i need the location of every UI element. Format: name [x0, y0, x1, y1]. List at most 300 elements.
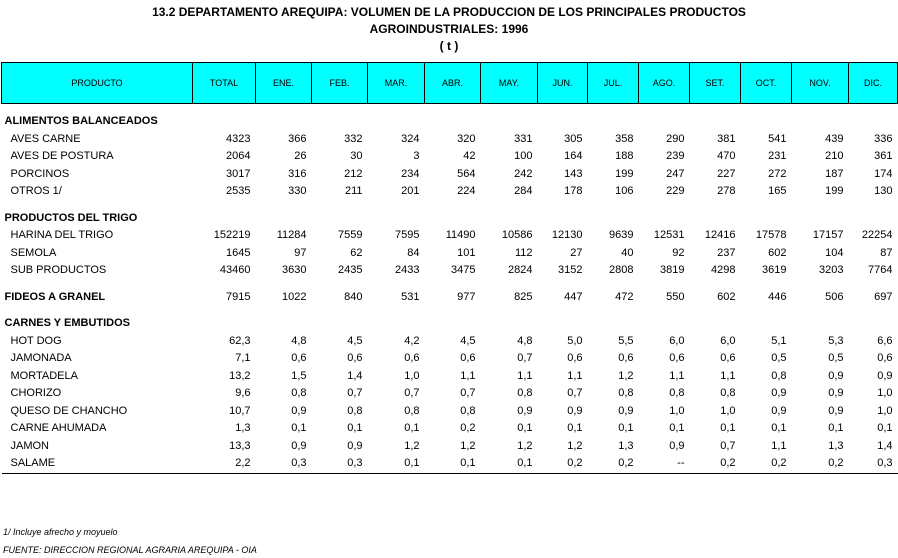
table-cell	[312, 315, 368, 333]
table-cell: 1,0	[404, 369, 420, 382]
table-cell: 1,2	[404, 439, 420, 452]
table-cell: 1,0	[669, 404, 685, 417]
column-header: OCT.	[741, 63, 792, 104]
table-cell: 10586	[501, 229, 533, 241]
table-cell	[741, 210, 792, 228]
table-cell	[481, 113, 538, 131]
table-cell: 174	[874, 167, 893, 180]
table-cell	[481, 210, 538, 228]
table-cell: 0,1	[618, 422, 634, 434]
table-cell: 0,6	[877, 352, 893, 364]
table-cell	[538, 113, 588, 131]
table-cell: 5,1	[771, 334, 787, 347]
table-cell: 11490	[445, 229, 476, 241]
table-cell: 0,6	[404, 352, 420, 364]
table-cell: 201	[401, 185, 420, 197]
column-header: ENE.	[256, 63, 312, 104]
table-cell: 27	[570, 246, 583, 259]
table-cell: 210	[825, 150, 844, 162]
table-cell: 26	[294, 150, 307, 162]
table-cell: 0,6	[669, 352, 685, 364]
table-cell: 1,4	[347, 369, 363, 382]
table-cell: 42	[463, 150, 476, 162]
table-cell: 7,1	[235, 352, 251, 364]
table-cell: 11284	[276, 229, 307, 241]
table-cell	[193, 113, 256, 131]
table-cell: 0,1	[517, 422, 533, 434]
table-cell: 2433	[395, 264, 420, 276]
table-cell: 0,9	[771, 387, 787, 399]
table-cell: 6,0	[669, 334, 685, 347]
table-cell	[312, 210, 368, 228]
table-cell: 224	[457, 185, 476, 197]
table-cell: 17157	[812, 229, 844, 241]
column-header: ABR.	[425, 63, 481, 104]
table-cell: 13,3	[229, 439, 251, 452]
table-cell: 231	[768, 150, 787, 162]
table-cell: 0,1	[828, 422, 844, 434]
table-row	[2, 368, 898, 386]
table-cell	[425, 113, 481, 131]
table-cell: 330	[288, 185, 307, 197]
table-cell: 0,9	[877, 369, 893, 382]
table-cell: 92	[672, 246, 685, 259]
table-cell: 331	[514, 132, 533, 145]
source-note: FUENTE: DIRECCION REGIONAL AGRARIA AREQUIPA - OIA	[3, 545, 257, 555]
table-row	[2, 183, 898, 201]
table-cell	[256, 113, 312, 131]
table-cell: 0,1	[291, 422, 307, 434]
table-cell: 199	[825, 185, 844, 197]
table-cell: 1,2	[567, 439, 583, 452]
table-cell: 188	[615, 150, 634, 162]
table-cell: 0,8	[404, 404, 420, 417]
section-row	[2, 289, 898, 307]
table-cell	[538, 210, 588, 228]
table-cell: 0,8	[669, 387, 685, 399]
table-cell: 165	[768, 185, 787, 197]
row-label: CARNE AHUMADA	[10, 422, 107, 434]
table-cell: 3630	[282, 264, 307, 276]
row-label: SALAME	[2, 455, 193, 473]
table-row	[2, 350, 898, 368]
table-cell: 0,2	[741, 455, 792, 473]
table-cell: 106	[615, 185, 634, 197]
spacer-cell	[2, 201, 898, 210]
column-header: NOV.	[792, 63, 849, 104]
table-cell: 2824	[508, 264, 533, 276]
table-cell: 0,8	[347, 404, 363, 417]
table-cell: 0,3	[849, 455, 898, 473]
table-cell: 0,1	[481, 455, 538, 473]
table-cell: 602	[717, 290, 736, 303]
table-cell: 12416	[704, 229, 736, 241]
table-cell: 187	[825, 167, 844, 180]
table-cell: 12531	[653, 229, 685, 241]
table-cell: 7915	[226, 290, 251, 303]
table-cell: 0,9	[771, 404, 787, 417]
table-cell	[792, 113, 849, 131]
table-cell	[690, 113, 741, 131]
table-cell: 0,9	[517, 404, 533, 417]
table-cell: 6,6	[877, 334, 893, 347]
table-cell: 1,1	[517, 369, 533, 382]
table-cell: 2808	[609, 264, 634, 276]
table-cell	[425, 210, 481, 228]
table-cell: 178	[564, 185, 583, 197]
table-cell: 130	[874, 185, 893, 197]
table-cell: 3475	[451, 264, 476, 276]
table-cell: 0,9	[669, 439, 685, 452]
table-cell	[588, 210, 639, 228]
table-cell: 3152	[558, 264, 583, 276]
table-row	[2, 166, 898, 184]
table-cell: 2,2	[193, 455, 256, 473]
table-cell: 358	[615, 132, 634, 145]
table-cell: 472	[615, 290, 634, 303]
table-cell: 1,1	[720, 369, 736, 382]
table-cell: 0,5	[828, 352, 844, 364]
table-row	[2, 131, 898, 149]
row-label: QUESO DE CHANCHO	[10, 404, 128, 417]
table-cell	[639, 315, 690, 333]
table-cell: 0,8	[517, 387, 533, 399]
spacer-cell	[2, 280, 898, 289]
table-cell: 0,2	[538, 455, 588, 473]
section-label: CARNES Y EMBUTIDOS	[4, 317, 131, 329]
table-cell	[639, 210, 690, 228]
table-cell: 1,1	[460, 369, 476, 382]
table-cell	[690, 210, 741, 228]
table-cell	[849, 315, 898, 333]
table-cell: 316	[288, 167, 307, 180]
table-cell: 97	[294, 246, 307, 259]
column-header: JUN.	[538, 63, 588, 104]
table-row	[2, 403, 898, 421]
table-cell: 1,3	[235, 422, 251, 434]
row-label: AVES DE POSTURA	[10, 150, 114, 162]
spacer-cell	[2, 104, 898, 114]
table-cell: 112	[514, 246, 533, 259]
table-cell: 602	[768, 246, 787, 259]
table-cell: 247	[666, 167, 685, 180]
table-cell: 229	[666, 185, 685, 197]
table-cell: 0,9	[347, 439, 363, 452]
table-cell	[741, 113, 792, 131]
table-cell: 2535	[226, 185, 251, 197]
table-cell: 87	[880, 246, 893, 259]
production-table	[1, 62, 898, 474]
section-row	[2, 315, 898, 333]
table-cell: 30	[350, 150, 363, 162]
table-cell: 0,7	[720, 439, 736, 452]
table-cell: 447	[564, 290, 583, 303]
row-label: HOT DOG	[10, 334, 62, 347]
table-body	[2, 104, 898, 474]
table-cell: 143	[564, 167, 583, 180]
table-cell: 332	[344, 132, 363, 145]
table-cell: 3	[413, 150, 420, 162]
table-cell: 0,9	[828, 404, 844, 417]
table-cell	[849, 210, 898, 228]
table-cell: 278	[717, 185, 736, 197]
table-cell: 1,3	[618, 439, 634, 452]
column-header: FEB.	[312, 63, 368, 104]
table-cell: 0,1	[425, 455, 481, 473]
table-cell: 84	[407, 246, 420, 259]
table-cell: 0,8	[771, 369, 787, 382]
table-cell: 104	[825, 246, 844, 259]
table-cell: 0,3	[256, 455, 312, 473]
table-cell: 541	[768, 132, 787, 145]
table-cell	[256, 210, 312, 228]
table-cell: --	[639, 455, 690, 473]
table-cell: 234	[401, 167, 420, 180]
table-cell: 4,8	[291, 334, 307, 347]
table-cell: 1,0	[877, 404, 893, 417]
table-cell: 7764	[868, 264, 893, 276]
row-label: JAMONADA	[10, 352, 72, 364]
table-cell	[368, 315, 425, 333]
spacer-cell	[2, 306, 898, 315]
table-cell: 10,7	[229, 404, 251, 417]
table-cell: 470	[717, 150, 736, 162]
table-cell: 0,6	[347, 352, 363, 364]
table-cell: 0,1	[567, 422, 583, 434]
table-cell: 4298	[711, 264, 736, 276]
table-cell: 164	[564, 150, 583, 162]
table-cell: 3819	[660, 264, 685, 276]
table-cell: 0,1	[877, 422, 893, 434]
row-label: HARINA DEL TRIGO	[10, 229, 114, 241]
table-cell	[193, 315, 256, 333]
table-cell: 40	[621, 246, 634, 259]
table-cell: 2435	[338, 264, 363, 276]
table-cell: 100	[514, 150, 533, 162]
column-header: JUL.	[588, 63, 639, 104]
table-cell: 9,6	[235, 387, 251, 399]
table-cell: 0,6	[460, 352, 476, 364]
table-cell	[792, 315, 849, 333]
row-label: SEMOLA	[10, 246, 57, 259]
section-row	[2, 210, 898, 228]
table-row	[2, 385, 898, 403]
table-cell: 5,5	[618, 334, 634, 347]
table-cell: 0,9	[618, 404, 634, 417]
table-cell: 22254	[861, 229, 893, 241]
table-cell: 7559	[338, 229, 363, 241]
table-cell: 0,1	[771, 422, 787, 434]
section-row	[2, 113, 898, 131]
section-label: ALIMENTOS BALANCEADOS	[4, 115, 158, 127]
table-cell: 506	[825, 290, 844, 303]
table-cell: 1,0	[720, 404, 736, 417]
table-cell: 1,1	[771, 439, 787, 452]
table-cell: 4,5	[460, 334, 476, 347]
table-cell: 242	[514, 167, 533, 180]
table-cell: 0,8	[460, 404, 476, 417]
table-cell: 1,5	[291, 369, 307, 382]
table-cell: 0,8	[618, 387, 634, 399]
table-cell: 43460	[219, 264, 251, 276]
table-cell: 6,0	[720, 334, 736, 347]
table-cell: 0,1	[720, 422, 736, 434]
row-label: CHORIZO	[10, 387, 62, 399]
table-cell: 4,5	[347, 334, 363, 347]
column-header: MAR.	[368, 63, 425, 104]
row-label: AVES CARNE	[10, 132, 81, 145]
column-header: TOTAL	[193, 63, 256, 104]
table-cell: 531	[401, 290, 420, 303]
table-header-row	[2, 63, 898, 104]
table-cell	[538, 315, 588, 333]
table-cell	[690, 315, 741, 333]
table-cell: 227	[717, 167, 736, 180]
table-row	[2, 227, 898, 245]
column-header: DIC.	[849, 63, 898, 104]
table-cell: 13,2	[229, 369, 251, 382]
table-cell: 12130	[551, 229, 583, 241]
table-cell: 0,6	[720, 352, 736, 364]
table-cell: 0,3	[312, 455, 368, 473]
table-cell: 290	[666, 132, 685, 145]
table-cell	[588, 315, 639, 333]
table-cell: 4323	[226, 132, 251, 145]
table-cell: 0,9	[828, 369, 844, 382]
column-header: MAY.	[481, 63, 538, 104]
table-cell: 62	[350, 246, 363, 259]
table-cell: 272	[768, 167, 787, 180]
table-cell: 0,2	[588, 455, 639, 473]
table-cell	[193, 210, 256, 228]
table-cell: 5,0	[567, 334, 583, 347]
table-cell: 0,9	[291, 439, 307, 452]
table-cell: 0,2	[460, 422, 476, 434]
table-cell: 5,3	[828, 334, 844, 347]
table-cell: 366	[288, 132, 307, 145]
unit-label: ( t )	[439, 39, 459, 53]
table-cell: 284	[514, 185, 533, 197]
table-cell: 7595	[395, 229, 420, 241]
table-cell: 17578	[755, 229, 787, 241]
table-row	[2, 420, 898, 438]
row-label: JAMON	[10, 439, 49, 452]
table-cell	[639, 113, 690, 131]
table-cell: 1,1	[669, 369, 685, 382]
table-cell: 1,1	[567, 369, 583, 382]
table-cell: 1,0	[877, 387, 893, 399]
table-row	[2, 455, 898, 473]
table-cell: 3017	[226, 167, 251, 180]
table-cell: 381	[717, 132, 736, 145]
table-cell: 305	[564, 132, 583, 145]
table-row	[2, 333, 898, 351]
row-label: PORCINOS	[10, 167, 70, 180]
table-cell: 0,1	[368, 455, 425, 473]
table-cell: 1645	[226, 246, 251, 259]
section-label: PRODUCTOS DEL TRIGO	[4, 211, 138, 224]
table-cell: 825	[514, 290, 533, 303]
table-cell: 0,6	[567, 352, 583, 364]
table-cell: 0,7	[404, 387, 420, 399]
table-cell: 361	[874, 150, 893, 162]
table-cell: 697	[874, 290, 893, 303]
table-cell: 0,9	[828, 387, 844, 399]
table-cell: 3619	[762, 264, 787, 276]
table-cell: 0,7	[460, 387, 476, 399]
table-cell	[849, 113, 898, 131]
table-cell: 4,8	[517, 334, 533, 347]
table-row	[2, 262, 898, 280]
spacer-row	[2, 201, 898, 210]
row-label: SUB PRODUCTOS	[10, 264, 107, 276]
table-cell: 0,1	[669, 422, 685, 434]
table-cell: 320	[457, 132, 476, 145]
column-header: SET.	[690, 63, 741, 104]
table-cell: 0,7	[347, 387, 363, 399]
table-cell: 9639	[609, 229, 634, 241]
table-cell	[368, 113, 425, 131]
table-cell: 1,4	[877, 439, 893, 452]
row-label: MORTADELA	[10, 369, 78, 382]
table-cell: 239	[666, 150, 685, 162]
table-row	[2, 245, 898, 263]
table-row	[2, 148, 898, 166]
spacer-row	[2, 306, 898, 315]
table-cell: 446	[768, 290, 787, 303]
table-cell: 0,2	[690, 455, 741, 473]
table-cell: 62,3	[229, 334, 251, 347]
table-cell	[368, 210, 425, 228]
table-cell: 0,8	[291, 387, 307, 399]
table-cell: 0,6	[291, 352, 307, 364]
table-cell: 336	[874, 132, 893, 145]
table-cell: 1,3	[828, 439, 844, 452]
table-cell	[312, 113, 368, 131]
table-cell	[425, 315, 481, 333]
table-cell: 1022	[282, 290, 307, 303]
table-cell: 237	[717, 246, 736, 259]
table-row	[2, 438, 898, 456]
page-title: 13.2 DEPARTAMENTO AREQUIPA: VOLUMEN DE LA PRODUCCION DE LOS PRINCIPALES PRODUCTOS	[152, 5, 746, 19]
table-cell: 0,1	[347, 422, 363, 434]
table-cell: 152219	[213, 229, 251, 241]
table-cell: 4,2	[404, 334, 420, 347]
footnote-1: 1/ Incluye afrecho y moyuelo	[3, 527, 118, 537]
table-cell: 840	[344, 290, 363, 303]
table-cell: 212	[344, 167, 363, 180]
table-cell: 1,2	[618, 369, 634, 382]
table-cell: 0,7	[567, 387, 583, 399]
table-cell: 101	[457, 246, 476, 259]
table-cell: 1,2	[460, 439, 476, 452]
page-subtitle: AGROINDUSTRIALES: 1996	[369, 22, 529, 36]
table-cell: 199	[615, 167, 634, 180]
table-cell: 550	[666, 290, 685, 303]
table-cell	[741, 315, 792, 333]
table-cell: 0,9	[567, 404, 583, 417]
table-cell: 564	[457, 167, 476, 180]
table-cell	[256, 315, 312, 333]
table-cell: 0,1	[404, 422, 420, 434]
column-header: PRODUCTO	[2, 63, 193, 104]
section-label: FIDEOS A GRANEL	[4, 290, 106, 303]
table-cell: 0,7	[517, 352, 533, 364]
table-cell	[481, 315, 538, 333]
table-cell: 3203	[819, 264, 844, 276]
table-cell: 0,6	[618, 352, 634, 364]
table-cell: 324	[401, 132, 420, 145]
